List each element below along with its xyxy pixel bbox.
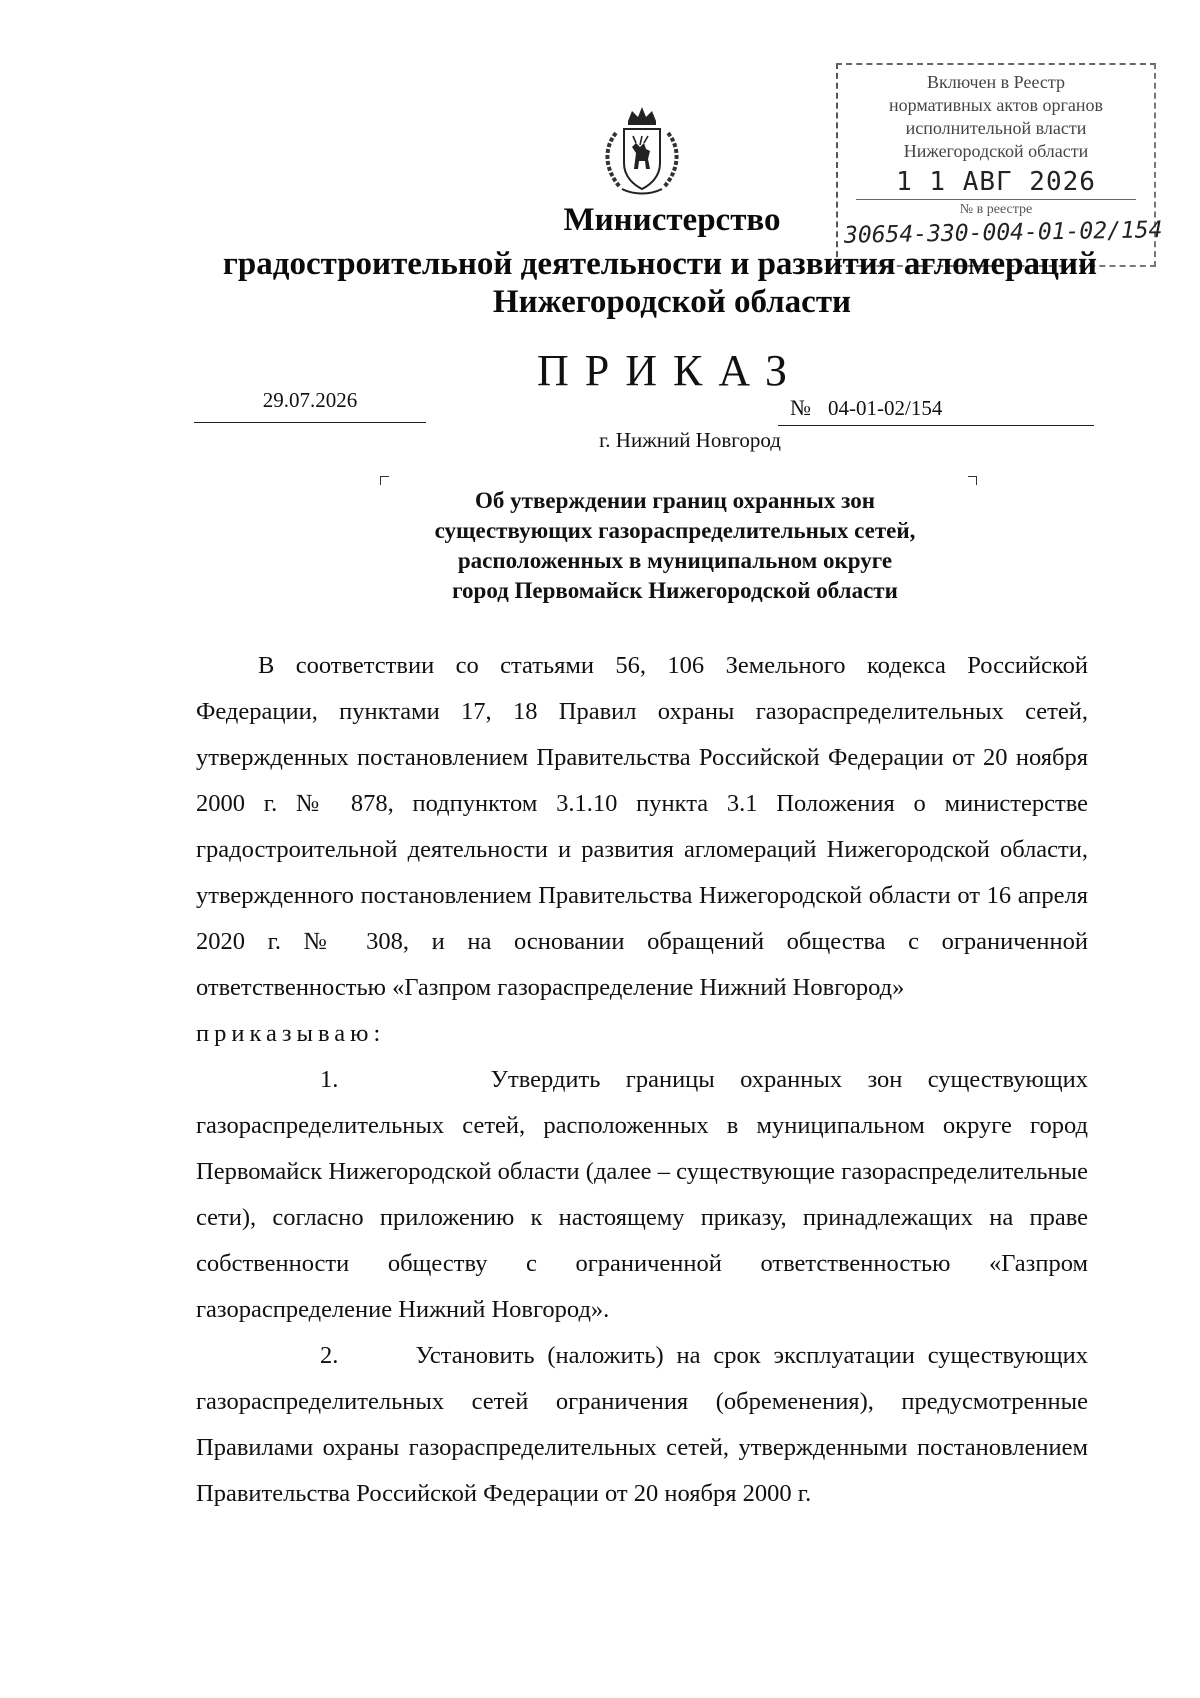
stamp-date: 1 1 АВГ 2026 xyxy=(896,167,1096,197)
stamp-registry-number: 30654-330-004-01-02/154 xyxy=(843,217,1163,249)
number-underline xyxy=(778,425,1094,426)
order-body xyxy=(196,643,1088,1517)
number-sign: № xyxy=(790,395,811,420)
item-number: 1. xyxy=(320,1066,339,1093)
item-text: Установить (наложить) на срок эксплуатации существующих газораспределительных сетей ограничения (обременения), предусмотренные Правилами охраны газораспределительных сетей, утвержденными постановлением Правительства Российской Федерации от 20 ноября 2000 г. xyxy=(196,1342,1088,1507)
subject-corner-right xyxy=(968,476,977,485)
subject-line: существующих газораспределительных сетей, xyxy=(434,518,916,543)
order-word: приказываю: xyxy=(196,1020,386,1047)
order-number: 04-01-02/154 xyxy=(828,396,943,420)
order-item xyxy=(196,1333,1088,1517)
preamble-paragraph: В соответствии со статьями 56, 106 Земельного кодекса Российской Федерации, пунктами 17, 18 Правил охраны газораспределительных сетей, утвержденных постановлением Правительства Российской Федерации от 20 ноября 2000 г. № 878, подпунктом 3.1.10 пункта 3.1 Положения о министерстве градостроительной деятельности и развития агломераций Нижегородской области, утвержденного постановлением Правительства Нижегородской области от 16 апреля 2020 г. № 308, и на основании обращений общества с ограниченной ответственностью «Газпром газораспределение Нижний Новгород» xyxy=(196,652,1088,1001)
coat-of-arms-emblem xyxy=(598,103,686,199)
stamp-line: нормативных актов органов xyxy=(888,95,1103,115)
item-text: Утвердить границы охранных зон существующих газораспределительных сетей, расположенных в муниципальном округе город Первомайск Нижегородской области (далее – существующие газораспределительные сети), согласно приложению к настоящему приказу, принадлежащих на праве собственности обществу с ограниченной ответственностью «Газпром газораспределение Нижний Новгород». xyxy=(196,1066,1088,1323)
ministry-title-line: Министерство xyxy=(563,202,781,238)
subject-line: расположенных в муниципальном округе xyxy=(457,548,893,573)
stamp-line: Нижегородской области xyxy=(903,141,1089,161)
subject-corner-left xyxy=(380,476,389,485)
subject-line: город Первомайск Нижегородской области xyxy=(452,578,898,603)
order-item xyxy=(196,1057,1088,1333)
stamp-line: Включен в Реестр xyxy=(927,72,1065,92)
item-number: 2. xyxy=(320,1342,339,1369)
stamp-registry-label: № в реестре xyxy=(959,202,1033,217)
ministry-title-line: градостроительной деятельности и развития агломераций xyxy=(222,246,1098,282)
order-date: 29.07.2026 xyxy=(262,388,358,412)
document-type-title: ПРИКАЗ xyxy=(536,346,804,395)
subject-line: Об утверждении границ охранных зон xyxy=(475,488,875,513)
ministry-title-line: Нижегородской области xyxy=(492,284,852,320)
order-subject xyxy=(340,486,1010,606)
date-underline xyxy=(194,422,426,423)
city-name: г. Нижний Новгород xyxy=(599,428,781,452)
stamp-line: исполнительной власти xyxy=(905,118,1087,138)
